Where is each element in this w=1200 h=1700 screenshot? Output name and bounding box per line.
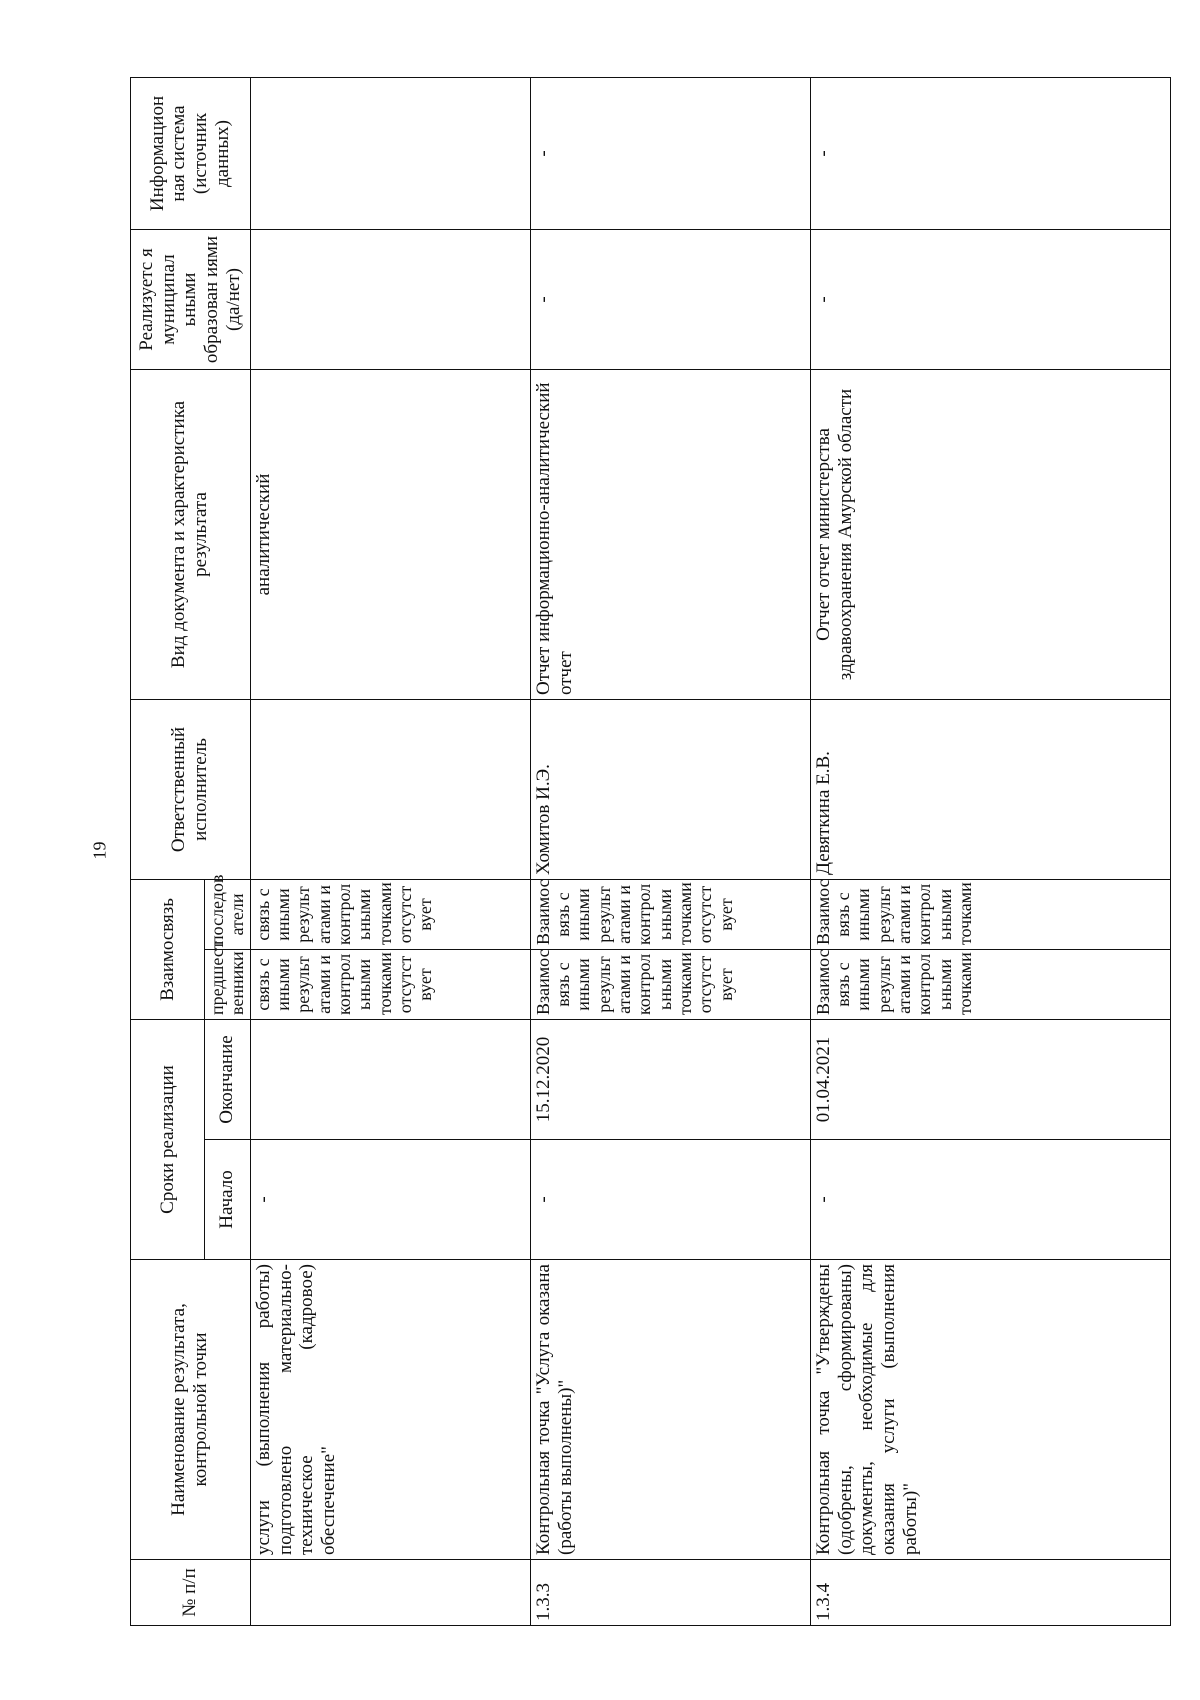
cell-responsible: Девяткина Е.В. <box>810 700 1170 880</box>
cell-num: 1.3.3 <box>530 1560 810 1626</box>
header-start: Начало <box>205 1140 251 1260</box>
cell-pred: Взаимос вязь с иными результ атами и контрол ьными точками отсутст вует <box>530 950 810 1020</box>
cell-infosys <box>250 78 530 230</box>
header-municipal: Реализуетс я муниципал ьными образован иями (да/нет) <box>131 230 251 370</box>
cell-municipal: - <box>530 230 810 370</box>
cell-responsible: Хомитов И.Э. <box>530 700 810 880</box>
cell-num: 1.3.4 <box>810 1560 1170 1626</box>
header-relation: Взаимосвязь <box>131 880 205 1020</box>
header-responsible: Ответственный исполнитель <box>131 700 251 880</box>
header-succ: последов атели <box>205 880 251 950</box>
cell-end: 15.12.2020 <box>530 1020 810 1140</box>
cell-num <box>250 1560 530 1626</box>
rotated-table-container <box>130 78 1164 1626</box>
header-infosys: Информацион ная система (источник данных) <box>131 78 251 230</box>
cell-start: - <box>810 1140 1170 1260</box>
cell-name: Контрольная точка "Услуга оказана (работы выполнены)" <box>530 1260 810 1560</box>
header-name: Наименование результата, контрольной точки <box>131 1260 251 1560</box>
cell-municipal: - <box>810 230 1170 370</box>
cell-end <box>250 1020 530 1140</box>
cell-end: 01.04.2021 <box>810 1020 1170 1140</box>
cell-start: - <box>250 1140 530 1260</box>
cell-succ: Взаимос вязь с иными результ атами и контрол ьными точками <box>810 880 1170 950</box>
cell-start: - <box>530 1140 810 1260</box>
cell-infosys: - <box>810 78 1170 230</box>
cell-pred: связь с иными результ атами и контрол ьными точками отсутст вует <box>250 950 530 1020</box>
cell-succ: Взаимос вязь с иными результ атами и контрол ьными точками отсутст вует <box>530 880 810 950</box>
table-row <box>530 78 810 1626</box>
cell-pred: Взаимос вязь с иными результ атами и контрол ьными точками <box>810 950 1170 1020</box>
cell-name: Контрольная точка "Утверждены (одобрены, сформированы) документы, необходимые для оказания услуги (выполнения работы)" <box>810 1260 1170 1560</box>
header-end: Окончание <box>205 1020 251 1140</box>
cell-municipal <box>250 230 530 370</box>
table-row <box>250 78 530 1626</box>
cell-infosys: - <box>530 78 810 230</box>
plan-table <box>130 77 1171 1626</box>
cell-doc: аналитический <box>250 370 530 700</box>
cell-doc: Отчет информационно-аналитический отчет <box>530 370 810 700</box>
header-num: № п/п <box>131 1560 251 1626</box>
cell-succ: связь с иными результ атами и контрол ьными точками отсутст вует <box>250 880 530 950</box>
page-number: 19 <box>89 841 110 860</box>
cell-responsible <box>250 700 530 880</box>
header-terms: Сроки реализации <box>131 1020 205 1260</box>
cell-doc: Отчет отчет министерства здравоохранения Амурской области <box>810 370 1170 700</box>
header-pred: предшест венники <box>205 950 251 1020</box>
header-doc: Вид документа и характеристика результата <box>131 370 251 700</box>
cell-name: услуги (выполнения работы) подготовлено материально-техническое (кадровое) обеспечение" <box>250 1260 530 1560</box>
table-row <box>810 78 1170 1626</box>
